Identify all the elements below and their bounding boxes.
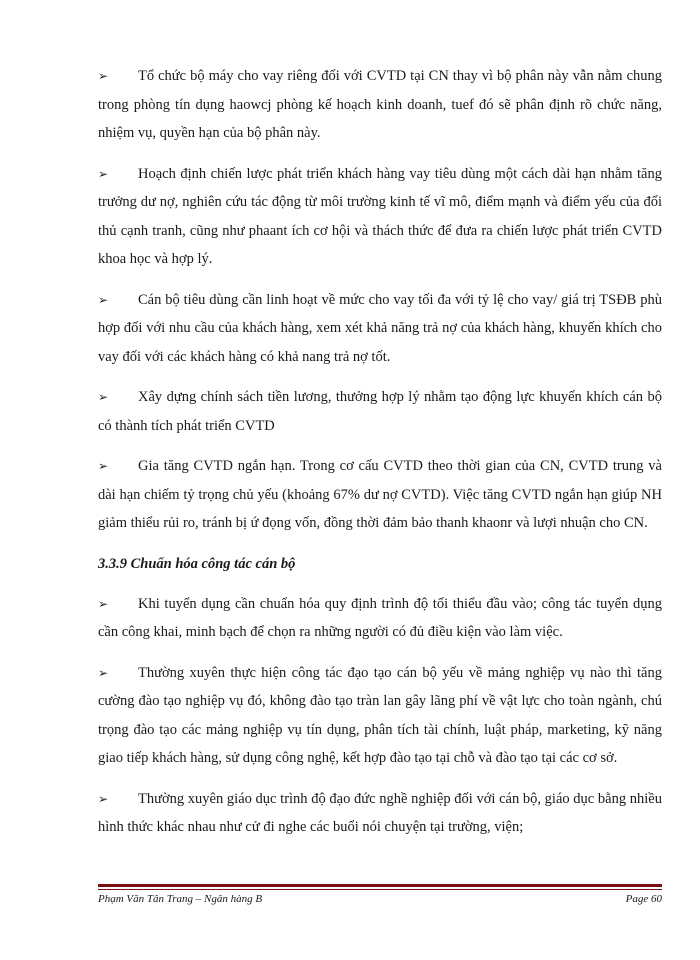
paragraph-text: Thường xuyên thực hiện công tác đạo tạo cán bộ yếu về mảng nghiệp vụ nào thì tăng cường đào tạo nghiệp vụ đó, không đào tạo tràn lan gây lãng phí về vật lực cho toàn ngành, chú trọng đào tạo các mảng nghiệp vụ tín dụng, phân tích tài chính, luật pháp, marketing, kỹ năng giao tiếp khách hàng, sử dụng công nghệ, kết hợp đào tạo tại chỗ và đào tạo tại các cơ sở.: [98, 664, 662, 766]
footer-divider-thick: [98, 884, 662, 887]
document-body: [98, 62, 662, 854]
footer-divider-thin: [98, 889, 662, 890]
paragraph-text: Khi tuyển dụng cần chuẩn hóa quy định trình độ tối thiểu đầu vào; công tác tuyển dụng cần công khai, minh bạch để chọn ra những người có đủ điều kiện vào làm việc.: [98, 595, 662, 640]
bullet-arrow-icon: ➢: [98, 459, 109, 473]
bullet-paragraph-7: [98, 659, 662, 773]
bullet-arrow-icon: ➢: [98, 166, 109, 181]
bullet-arrow-icon: ➢: [98, 665, 109, 680]
bullet-arrow-icon: ➢: [98, 69, 109, 83]
bullet-paragraph-1: [98, 62, 662, 148]
paragraph-text: Thường xuyên giáo dục trình độ đạo đức nghề nghiệp đối với cán bộ, giáo dục bằng nhiều hình thức khác nhau như cử đi nghe các buổi nói chuyện tại trường, viện;: [98, 790, 662, 835]
paragraph-text: Hoạch định chiến lược phát triển khách hàng vay tiêu dùng một cách dài hạn nhằm tăng trưởng dư nợ, nghiên cứu tác động từ môi trường kinh tế vĩ mô, điểm mạnh và điểm yếu của đối thủ cạnh tranh, cũng như phaant ích cơ hội và thách thức để đưa ra chiến lược phát triển CVTD khoa học và hợp lý.: [98, 165, 662, 267]
bullet-paragraph-4: [98, 383, 662, 440]
paragraph-text: Gia tăng CVTD ngắn hạn. Trong cơ cấu CVTD theo thời gian của CN, CVTD trung và dài hạn chiếm tỷ trọng chủ yếu (khoảng 67% dư nợ CVTD). Việc tăng CVTD ngắn hạn giúp NH giảm thiểu rủi ro, tránh bị ứ đọng vốn, đồng thời đảm bảo thanh khaonr và lượi nhuận cho CN.: [98, 458, 662, 531]
paragraph-text: Tổ chức bộ máy cho vay riêng đối với CVTD tại CN thay vì bộ phân này vẫn nằm chung trong phòng tín dụng haowcj phòng kế hoạch kinh doanh, tuef đó sẽ phân định rõ chức năng, nhiệm vụ, quyền hạn của bộ phân này.: [98, 68, 662, 141]
paragraph-text: Xây dựng chính sách tiền lương, thưởng hợp lý nhằm tạo động lực khuyến khích cán bộ có thành tích phát triển CVTD: [98, 389, 662, 434]
paragraph-text: Cán bộ tiêu dùng cần linh hoạt về mức cho vay tối đa với tỷ lệ cho vay/ giá trị TSĐB phù hợp đối với nhu cầu của khách hàng, xem xét khả năng trả nợ của khách hàng, khuyến khích cho vay đối với các khách hàng có khả nang trả nợ tốt.: [98, 291, 662, 365]
bullet-paragraph-6: [98, 590, 662, 647]
bullet-arrow-icon: ➢: [98, 292, 109, 307]
bullet-arrow-icon: ➢: [98, 791, 109, 806]
page-number: Page 60: [625, 893, 662, 905]
footer-author: Phạm Văn Tân Trang – Ngân hàng B: [98, 893, 263, 905]
bullet-paragraph-3: [98, 286, 662, 372]
bullet-arrow-icon: ➢: [98, 390, 109, 404]
page-footer: [98, 893, 662, 905]
section-heading: 3.3.9 Chuẩn hóa công tác cán bộ: [98, 555, 296, 572]
bullet-paragraph-2: [98, 160, 662, 274]
bullet-arrow-icon: ➢: [98, 596, 109, 611]
bullet-paragraph-5: [98, 452, 662, 538]
bullet-paragraph-8: [98, 785, 662, 842]
